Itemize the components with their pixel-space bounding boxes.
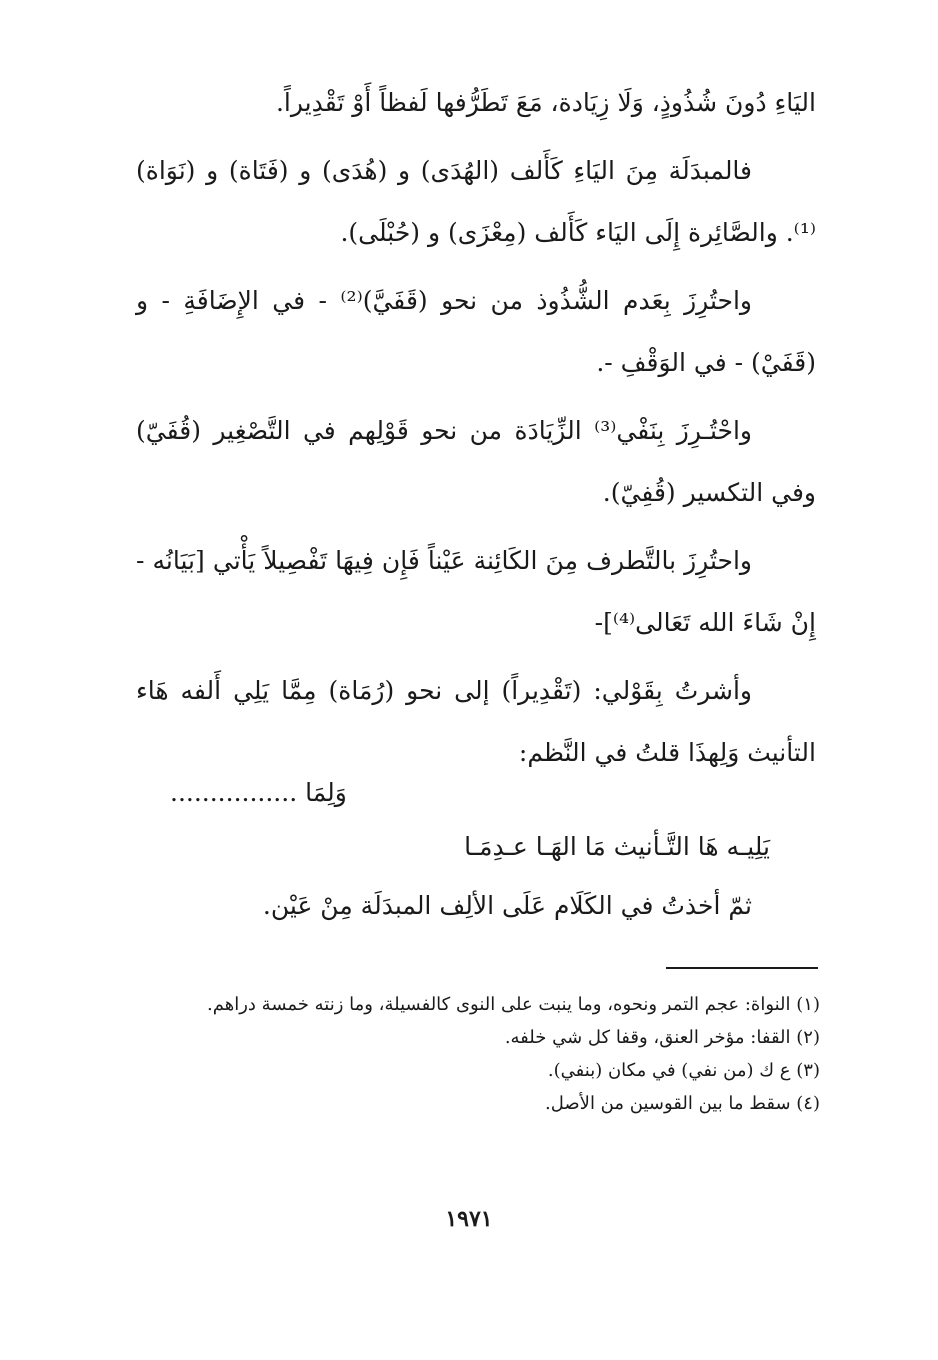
footnotes xyxy=(118,988,820,1120)
verse-line-1 xyxy=(170,766,770,820)
paragraph-4: واحْتُـرِزَ بِنَفْي⁽³⁾ الزِّيَادَة من نحو قَوْلِهم في التَّصْغِير (قُفَيّ) وفي التكسير (قُفِيّ). xyxy=(136,416,816,507)
footnote-2: (٢) القفا: مؤخر العنق، وقفا كل شي خلفه. xyxy=(504,1027,820,1048)
paragraph-1: اليَاءِ دُونَ شُذُوذٍ، وَلَا زِيَادة، مَعَ تَطَرُّفها لَفظاً أَوْ تَقْدِيراً. xyxy=(275,88,816,117)
main-text xyxy=(136,72,816,790)
verse-word: وَلِمَا xyxy=(305,778,347,807)
paragraph-6: وأشرتُ بِقَوْلي: (تَقْدِيراً) إلى نحو (رُمَاة) مِمَّا يَلِي أَلفه هَاء التأنيث وَلِهذَا قلتُ في النَّظم: xyxy=(136,676,816,767)
page-number: ١٩٧١ xyxy=(445,1206,493,1232)
verse-dots: ................ xyxy=(170,778,298,807)
paragraph-2: فالمبدَلَة مِنَ اليَاءِ كَأَلف (الهُدَى) و (هُدَى) و (فَتَاة) و (نَوَاة)⁽¹⁾. والصَّائِرة إِلَى اليَاء كَأَلف (مِعْزَى) و (حُبْلَى). xyxy=(136,156,816,247)
closing-paragraph: ثمّ أخذتُ في الكَلَام عَلَى الألِف المبدَلَة مِنْ عَيْن. xyxy=(262,891,752,920)
verse-block xyxy=(170,766,770,874)
footnote-4: (٤) سقط ما بين القوسين من الأصل. xyxy=(545,1093,820,1114)
footnote-divider xyxy=(666,967,818,969)
paragraph-3: واحتُرِزَ بِعَدم الشُّذُوذ من نحو (قَفَيَّ)⁽²⁾ - في الإِضَافَةِ - و (قَفَيْ) - في الوَقْفِ -. xyxy=(136,286,816,377)
paragraph-5: واحتُرِزَ بالتَّطرف مِنَ الكَائِنة عَيْناً فَإِن فِيهَا تَفْصِيلاً يَأْتي [بَيَانُه - إِنْ شَاءَ الله تَعَالى⁽⁴⁾]- xyxy=(136,546,816,637)
footnote-1: (١) النواة: عجم التمر ونحوه، وما ينبت على النوى كالفسيلة، وما زنته خمسة دراهم. xyxy=(207,994,820,1015)
footnote-3: (٣) ع ك (من نفي) في مكان (بنفي). xyxy=(547,1060,820,1081)
verse-line-2: يَلِيـه هَا التَّـأنيث مَا الهَـا عـدِمَـا xyxy=(464,832,770,861)
